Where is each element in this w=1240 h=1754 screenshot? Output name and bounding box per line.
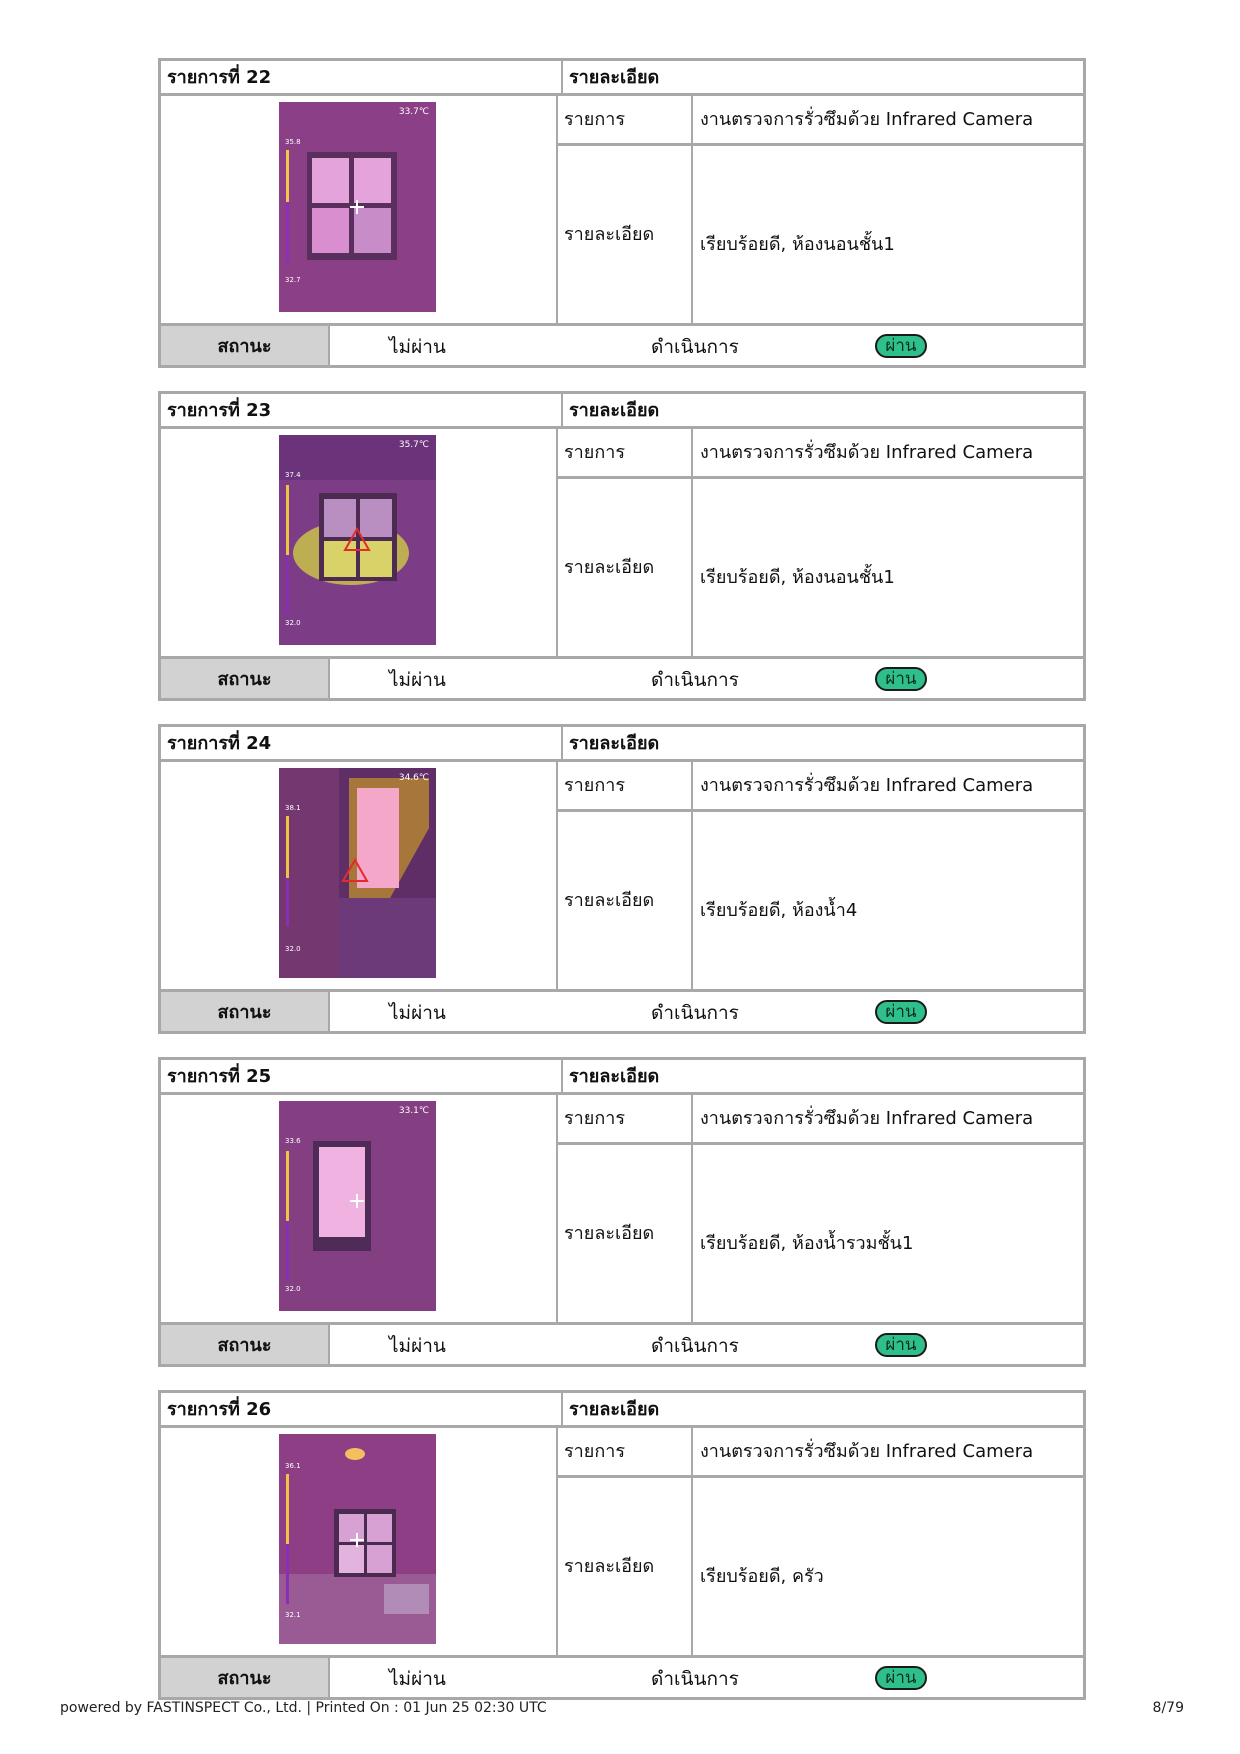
card-header — [161, 1393, 1083, 1428]
detail-table — [556, 1428, 1083, 1655]
status-row — [161, 1322, 1083, 1364]
photo-cell — [161, 1095, 556, 1322]
temp-readout: 35.7℃ — [398, 440, 429, 450]
inspection-card — [158, 1057, 1086, 1367]
scale-max-label: 38.1 — [285, 804, 301, 812]
detail-header: รายละเอียด — [561, 1060, 1083, 1092]
item-row — [558, 429, 1083, 479]
scale-min-label: 32.0 — [285, 619, 301, 627]
thermal-photo[interactable] — [279, 1434, 436, 1644]
scale-min-label: 32.1 — [285, 1611, 301, 1619]
scale-max-label: 36.1 — [285, 1462, 301, 1470]
status-pass-badge[interactable]: ผ่าน — [875, 1000, 927, 1024]
scale-max-label: 37.4 — [285, 471, 301, 479]
photo-cell — [161, 1428, 556, 1655]
item-label: รายการ — [564, 1441, 625, 1462]
status-pass-badge[interactable]: ผ่าน — [875, 1333, 927, 1357]
status-row — [161, 989, 1083, 1031]
status-pass-badge[interactable]: ผ่าน — [875, 334, 927, 358]
item-row — [558, 762, 1083, 812]
inspection-card — [158, 58, 1086, 368]
status-option-fail[interactable]: ไม่ผ่าน — [389, 669, 446, 691]
status-option-fail[interactable]: ไม่ผ่าน — [389, 1335, 446, 1357]
status-option-in-progress[interactable]: ดำเนินการ — [651, 1002, 739, 1024]
footer-credit: powered by FASTINSPECT Co., Ltd. | Printed On : 01 Jun 25 02:30 UTC — [60, 1700, 547, 1716]
status-option-in-progress[interactable]: ดำเนินการ — [651, 669, 739, 691]
status-row — [161, 656, 1083, 698]
photo-cell — [161, 429, 556, 656]
thermal-photo[interactable] — [279, 102, 436, 312]
status-pass-badge[interactable]: ผ่าน — [875, 1666, 927, 1690]
card-header — [161, 727, 1083, 762]
photo-cell — [161, 96, 556, 323]
temp-readout: 34.6℃ — [398, 773, 429, 783]
thermal-photo[interactable] — [279, 1101, 436, 1311]
detail-row — [558, 812, 1083, 989]
item-value: งานตรวจการรั่วซึมด้วย Infrared Camera — [700, 109, 1034, 130]
status-pass-badge[interactable]: ผ่าน — [875, 667, 927, 691]
photo-cell — [161, 762, 556, 989]
thermal-photo[interactable] — [279, 768, 436, 978]
detail-value: เรียบร้อยดี, ห้องนอนชั้น1 — [700, 567, 895, 588]
item-value: งานตรวจการรั่วซึมด้วย Infrared Camera — [700, 1108, 1034, 1129]
status-option-in-progress[interactable]: ดำเนินการ — [651, 1668, 739, 1690]
temp-readout: 33.1℃ — [398, 1106, 429, 1116]
card-header — [161, 61, 1083, 96]
page-number: 8/79 — [1152, 1700, 1184, 1716]
page-footer — [60, 1700, 1184, 1720]
detail-table — [556, 96, 1083, 323]
item-value: งานตรวจการรั่วซึมด้วย Infrared Camera — [700, 775, 1034, 796]
scale-min-label: 32.0 — [285, 945, 301, 953]
detail-label: รายละเอียด — [564, 1556, 655, 1577]
detail-value: เรียบร้อยดี, ห้องน้ำ4 — [700, 900, 858, 921]
item-number-title: รายการที่ 24 — [167, 733, 272, 754]
card-header — [161, 1060, 1083, 1095]
status-label: สถานะ — [161, 326, 330, 365]
detail-label: รายละเอียด — [564, 557, 655, 578]
status-option-in-progress[interactable]: ดำเนินการ — [651, 1335, 739, 1357]
detail-row — [558, 1478, 1083, 1655]
item-label: รายการ — [564, 109, 625, 130]
detail-value: เรียบร้อยดี, ห้องน้ำรวมชั้น1 — [700, 1233, 914, 1254]
inspection-card — [158, 391, 1086, 701]
detail-table — [556, 762, 1083, 989]
detail-table — [556, 1095, 1083, 1322]
item-value: งานตรวจการรั่วซึมด้วย Infrared Camera — [700, 442, 1034, 463]
detail-value: เรียบร้อยดี, ห้องนอนชั้น1 — [700, 234, 895, 255]
inspection-card — [158, 1390, 1086, 1700]
item-number-title: รายการที่ 25 — [167, 1066, 272, 1087]
status-label: สถานะ — [161, 659, 330, 698]
detail-label: รายละเอียด — [564, 224, 655, 245]
item-value: งานตรวจการรั่วซึมด้วย Infrared Camera — [700, 1441, 1034, 1462]
item-label: รายการ — [564, 442, 625, 463]
inspection-list — [158, 58, 1086, 1723]
detail-label: รายละเอียด — [564, 1223, 655, 1244]
detail-row — [558, 1145, 1083, 1322]
inspection-card — [158, 724, 1086, 1034]
status-option-in-progress[interactable]: ดำเนินการ — [651, 336, 739, 358]
item-row — [558, 96, 1083, 146]
status-option-fail[interactable]: ไม่ผ่าน — [389, 336, 446, 358]
status-option-fail[interactable]: ไม่ผ่าน — [389, 1002, 446, 1024]
detail-row — [558, 146, 1083, 323]
item-label: รายการ — [564, 1108, 625, 1129]
detail-header: รายละเอียด — [561, 1393, 1083, 1425]
detail-header: รายละเอียด — [561, 727, 1083, 759]
detail-label: รายละเอียด — [564, 890, 655, 911]
item-label: รายการ — [564, 775, 625, 796]
item-number-title: รายการที่ 22 — [167, 67, 272, 88]
item-row — [558, 1095, 1083, 1145]
scale-min-label: 32.0 — [285, 1285, 301, 1293]
item-row — [558, 1428, 1083, 1478]
scale-max-label: 33.6 — [285, 1137, 301, 1145]
status-label: สถานะ — [161, 1325, 330, 1364]
temp-readout: 33.7℃ — [398, 107, 429, 117]
item-number-title: รายการที่ 23 — [167, 400, 272, 421]
detail-header: รายละเอียด — [561, 61, 1083, 93]
status-option-fail[interactable]: ไม่ผ่าน — [389, 1668, 446, 1690]
card-header — [161, 394, 1083, 429]
item-number-title: รายการที่ 26 — [167, 1399, 272, 1420]
status-row — [161, 323, 1083, 365]
detail-row — [558, 479, 1083, 656]
thermal-photo[interactable] — [279, 435, 436, 645]
detail-value: เรียบร้อยดี, ครัว — [700, 1566, 824, 1587]
status-label: สถานะ — [161, 1658, 330, 1697]
detail-header: รายละเอียด — [561, 394, 1083, 426]
scale-min-label: 32.7 — [285, 276, 301, 284]
scale-max-label: 35.8 — [285, 138, 301, 146]
status-row — [161, 1655, 1083, 1697]
detail-table — [556, 429, 1083, 656]
status-label: สถานะ — [161, 992, 330, 1031]
